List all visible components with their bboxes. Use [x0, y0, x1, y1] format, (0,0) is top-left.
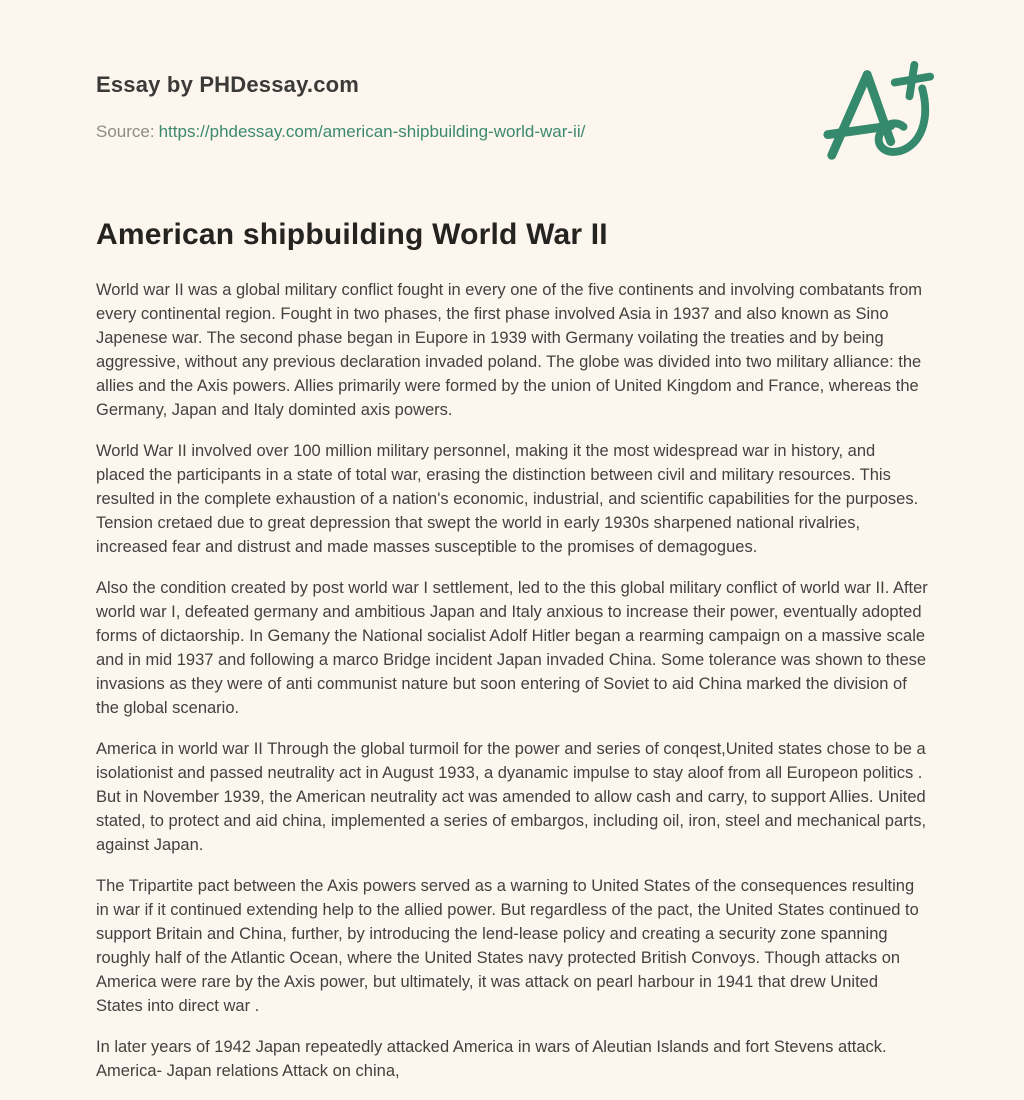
essay-paragraph: Also the condition created by post world war I settlement, led to the this global military conflict of world war II. After world war I, defeated germany and ambitious Japan and Italy anxious to increase their power, eventually adopted forms of dictaorship. In Gemany the National socialist Adolf Hitler began a rearming campaign on a massive scale and in mid 1937 and following a marco Bridge incident Japan invaded China. Some tolerance was shown to these invasions as they were of anti communist nature but soon entering of Soviet to aid China marked the division of the global scenario.: [96, 579, 928, 717]
essay-title: American shipbuilding World War II: [96, 218, 608, 251]
phdessay-a-plus-logo-icon: [818, 58, 936, 170]
essay-paragraph: In later years of 1942 Japan repeatedly attacked America in wars of Aleutian Islands and fort Stevens attack. America- Japan relations Attack on china,: [96, 1038, 887, 1080]
source-label: Source:: [96, 122, 155, 141]
essay-paragraph: World war II was a global military conflict fought in every one of the five continents and involving combatants from every continental region. Fought in two phases, the first phase involved Asia in 1937 and also known as Sino Japenese war. The second phase began in Eupore in 1939 with Germany voilating the treaties and by being aggressive, without any previous declaration invaded poland. The globe was divided into two military alliance: the allies and the Axis powers. Allies primarily were formed by the union of United Kingdom and France, whereas the Germany, Japan and Italy dominted axis powers.: [96, 281, 923, 419]
essay-paragraph: The Tripartite pact between the Axis powers served as a warning to United States of the consequences resulting in war if it continued extending help to the allied power. But regardless of the pact, the United States continued to support Britain and China, further, by introducing the lend-lease policy and creating a security zone spanning roughly half of the Atlantic Ocean, where the United States navy protected British Convoys. Though attacks on America were rare by the Axis power, but ultimately, it was attack on pearl harbour in 1941 that drew United States into direct war .: [96, 877, 919, 1015]
essay-body: [96, 278, 928, 1083]
essay-paragraph: World War II involved over 100 million military personnel, making it the most widespread war in history, and placed the participants in a state of total war, erasing the distinction between civil and military resources. This resulted in the complete exhaustion of a nation's economic, industrial, and scientific capabilities for the purposes. Tension cretaed due to great depression that swept the world in early 1930s sharpened national rivalries, increased fear and distrust and made masses susceptible to the promises of demagogues.: [96, 442, 919, 556]
essay-byline: Essay by PHDessay.com: [96, 72, 360, 97]
source-url-link[interactable]: https://phdessay.com/american-shipbuilding-world-war-ii/: [158, 122, 586, 141]
essay-paragraph: America in world war II Through the global turmoil for the power and series of conqest,United states chose to be a isolationist and passed neutrality act in August 1933, a dyanamic impulse to stay aloof from all Europeon politics . But in November 1939, the American neutrality act was amended to allow cash and carry, to support Allies. United stated, to protect and aid china, implemented a series of embargos, including oil, iron, steel and mechanical parts, against Japan.: [96, 740, 927, 854]
source-line: [96, 122, 928, 142]
